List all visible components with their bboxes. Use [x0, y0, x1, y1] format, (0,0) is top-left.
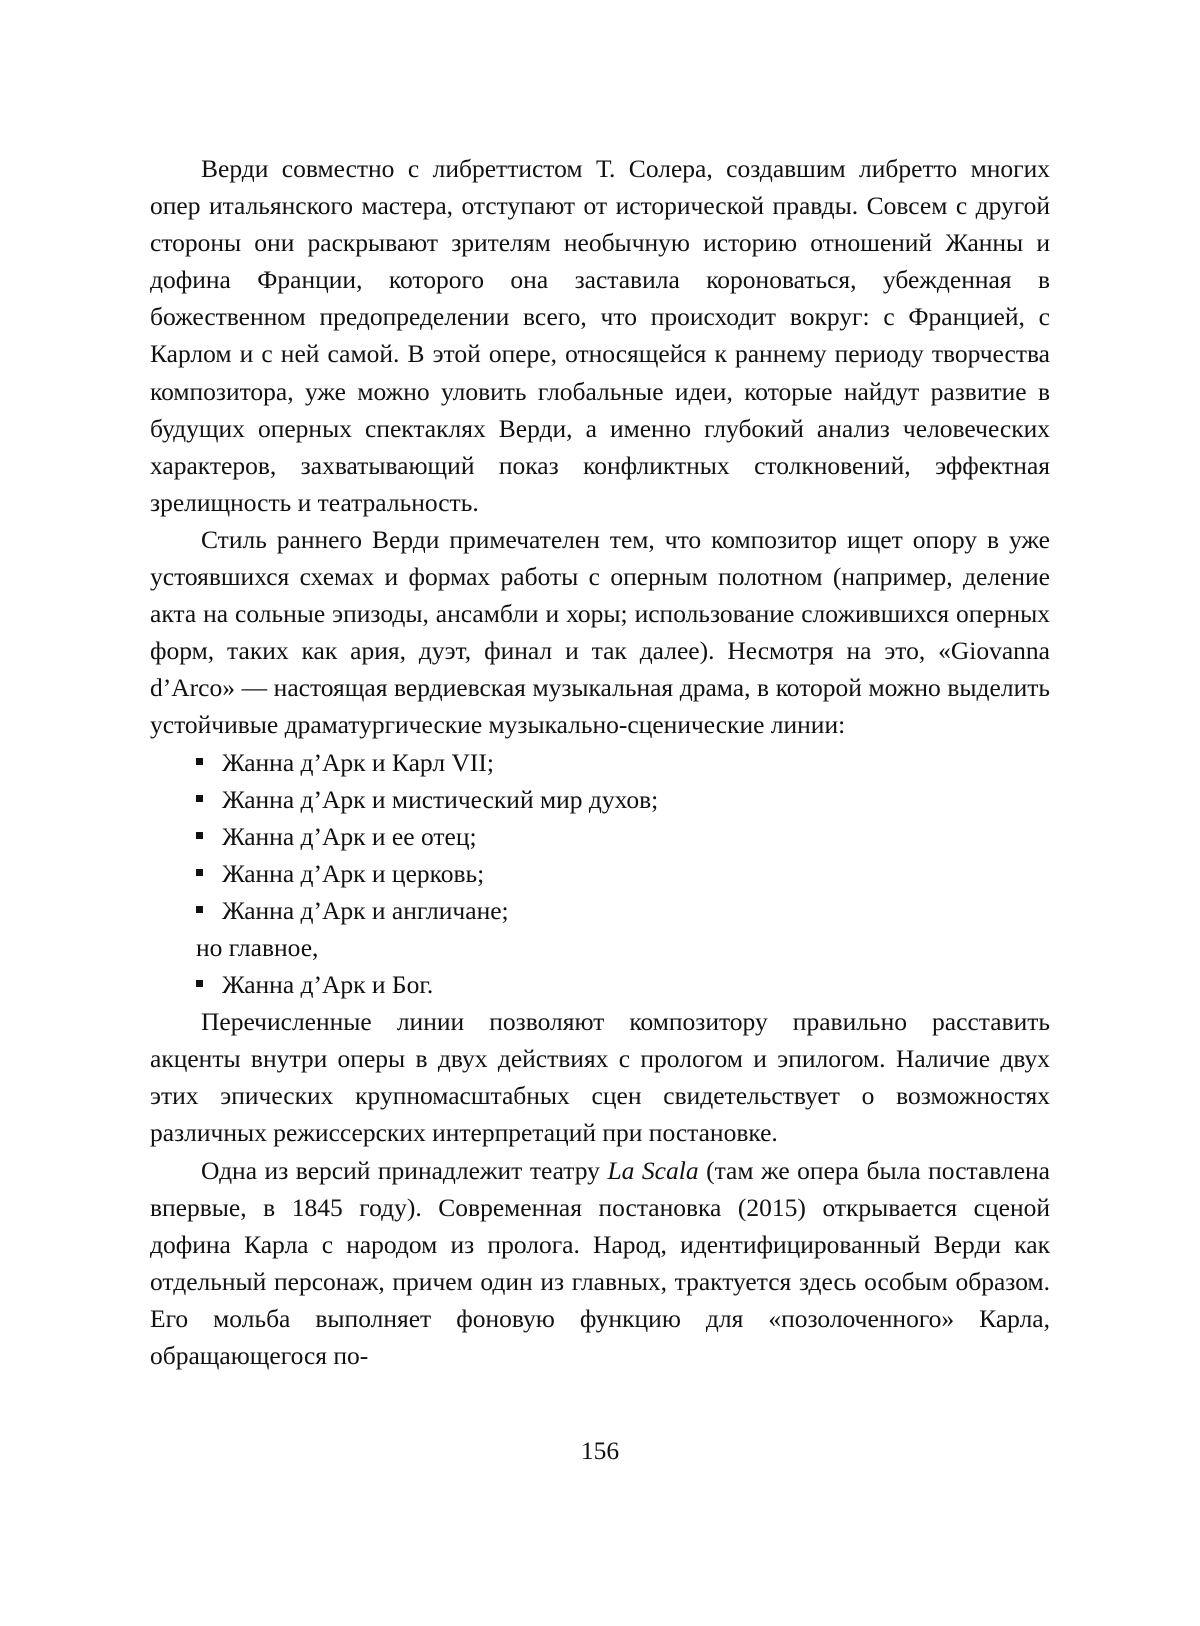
- list-item-label: Жанна д’Арк и Бог.: [222, 970, 434, 1000]
- theatre-name: La Scala: [607, 1155, 699, 1185]
- list-item: [150, 892, 1050, 929]
- square-bullet-icon: [196, 980, 203, 987]
- list-item: [150, 744, 1050, 781]
- list-item-label: Жанна д’Арк и мистический мир духов;: [222, 784, 659, 814]
- paragraph-4: [150, 1152, 1050, 1375]
- square-bullet-icon: [196, 795, 203, 802]
- list-note: но главное,: [196, 932, 319, 962]
- square-bullet-icon: [196, 869, 203, 876]
- square-bullet-icon: [196, 832, 203, 839]
- square-bullet-icon: [196, 758, 203, 765]
- list-item-label: Жанна д’Арк и Карл VII;: [222, 747, 494, 777]
- list-item-label: Жанна д’Арк и англичане;: [222, 895, 509, 925]
- paragraph-1: Верди совместно с либреттистом Т. Солера, создавшим либретто многих опер итальянского мастера, отступают от исторической правды. Совсем с другой стороны они раскрывают зрителям необычную историю отношений Жанны и дофина Франции, которого она заставила короноваться, убежденная в божественном предопределении всего, что происходит вокруг: с Францией, с Карлом и с ней самой. В этой опере, относящейся к раннему периоду творчества композитора, уже можно уловить глобальные идеи, которые найдут развитие в будущих оперных спектаклях Верди, а именно глубокий анализ человеческих характеров, захватывающий показ конфликтных столкновений, эффектная зрелищность и театральность.: [150, 154, 1050, 517]
- list-item: [150, 966, 1050, 1003]
- square-bullet-icon: [196, 906, 203, 913]
- paragraph-4-after-italic: (там же опера была поставлена впервые, в 1845 году). Современная постановка (2015) открывается сценой дофина Карла с народом из пролога. Народ, идентифицированный Верди как отдельный персонаж, причем один из главных, трактуется здесь особым образом. Его мольба выполняет фоновую функцию для «позолоченного» Карла, обращающегося по-: [150, 1155, 1050, 1370]
- page-number: 156: [580, 1436, 620, 1465]
- list-item-label: Жанна д’Арк и церковь;: [222, 858, 485, 888]
- list-item: [150, 855, 1050, 892]
- page-body: [150, 150, 1050, 1374]
- list-item: [150, 818, 1050, 855]
- list-item: [150, 781, 1050, 818]
- dramaturgical-lines-list: [150, 744, 1050, 929]
- paragraph-2: Стиль раннего Верди примечателен тем, что композитор ищет опору в уже устоявшихся схемах и формах работы с оперным полотном (например, деление акта на сольные эпизоды, ансамбли и хоры; использование сложившихся оперных форм, таких как ария, дуэт, финал и так далее). Несмотря на это, «Giovanna d’Arco» — настоящая вердиевская музыкальная драма, в которой можно выделить устойчивые драматургические музыкально-сценические линии:: [150, 524, 1050, 740]
- dramaturgical-lines-list-continued: [150, 966, 1050, 1003]
- list-item-label: Жанна д’Арк и ее отец;: [222, 821, 477, 851]
- paragraph-4-before-italic: Одна из версий принадлежит театру: [201, 1155, 608, 1185]
- paragraph-3: Перечисленные линии позволяют композитору правильно расставить акценты внутри оперы в двух действиях с прологом и эпилогом. Наличие двух этих эпических крупномасштабных сцен свидетельствует о возможностях различных режиссерских интерпретаций при постановке.: [150, 1007, 1050, 1148]
